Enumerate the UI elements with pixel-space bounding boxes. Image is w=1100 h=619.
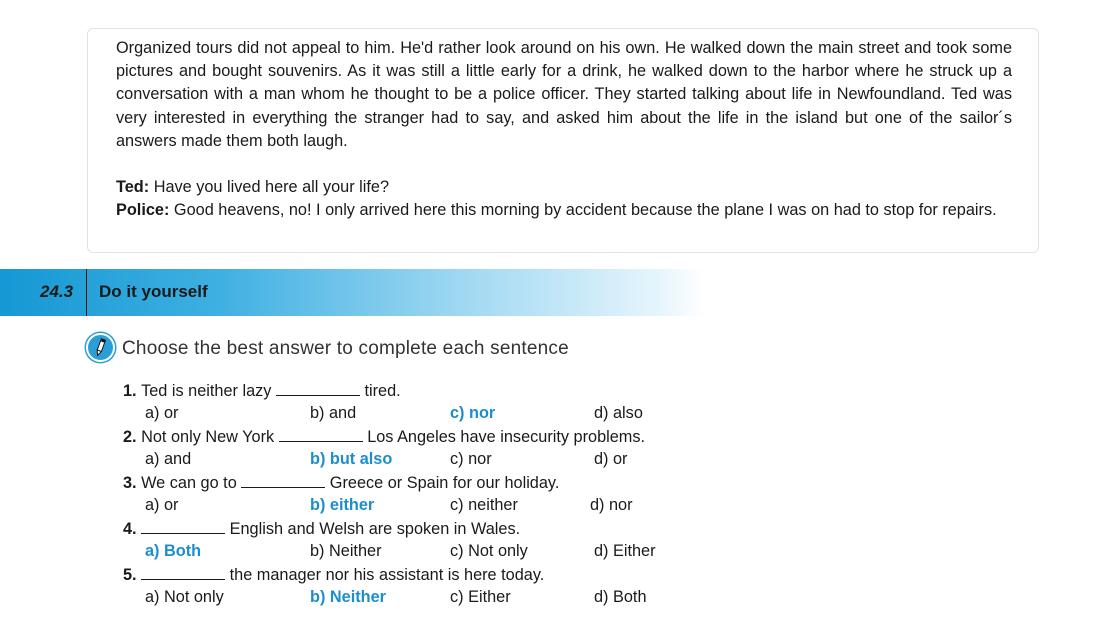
instruction-text: Choose the best answer to complete each sentence (122, 338, 569, 359)
question-text-before: Ted is neither lazy (141, 382, 276, 400)
answer-blank (279, 427, 363, 442)
section-title: Do it yourself (99, 282, 208, 301)
option-c: c) neither (450, 496, 518, 514)
question-number: 3. (123, 474, 142, 492)
option-b: b) but also (310, 450, 393, 468)
option-d: d) nor (590, 496, 633, 514)
option-a: a) and (145, 450, 192, 468)
option-a: a) Both (145, 542, 202, 560)
question-text-after: tired. (359, 382, 401, 400)
story-text (116, 37, 1012, 222)
speaker-police: Police: (116, 201, 170, 220)
question-3 (123, 473, 559, 493)
option-d: d) or (594, 450, 628, 468)
option-b: b) Neither (310, 588, 386, 606)
ted-line: Have you lived here all your life? (153, 178, 390, 197)
option-a: a) or (145, 404, 179, 422)
section-banner (0, 269, 1100, 316)
question-text-after: English and Welsh are spoken in Wales. (225, 520, 521, 538)
story-paragraph: Organized tours did not appeal to him. He'd rather look around on his own. He walked down the main street and took some pictures and bought souvenirs. As it was still a little early for a drink, he walked down to the harbor where he struck up a conversation with a man whom he thought to be a police officer. They started talking about life in Newfoundland. Ted was very interested in everything the stranger had to say, and asked him about the life in the island but one of the sailor´s answers made them both laugh. (116, 39, 1012, 150)
question-text-after: Los Angeles have insecurity problems. (362, 428, 646, 446)
answer-blank (276, 381, 360, 396)
option-c: c) Either (450, 588, 511, 606)
option-d: d) Both (594, 588, 647, 606)
option-c: c) nor (450, 404, 496, 422)
police-line: Good heavens, no! I only arrived here this morning by accident because the plane I was on had to stop for repairs. (173, 201, 997, 220)
question-number: 1. (123, 382, 142, 400)
answer-blank (141, 565, 225, 580)
option-c: c) Not only (450, 542, 528, 560)
option-d: d) also (594, 404, 643, 422)
option-c: c) nor (450, 450, 492, 468)
dialogue-line-ted (116, 176, 1012, 199)
option-b: b) Neither (310, 542, 382, 560)
option-d: d) Either (594, 542, 656, 560)
question-1 (123, 381, 401, 401)
question-number: 2. (123, 428, 142, 446)
section-divider (86, 269, 87, 316)
pencil-icon (86, 333, 115, 362)
question-number: 5. (123, 566, 142, 584)
option-a: a) Not only (145, 588, 224, 606)
question-text-after: the manager nor his assistant is here today. (225, 566, 545, 584)
question-text-before: Not only New York (141, 428, 279, 446)
question-text-before: We can go to (141, 474, 242, 492)
question-number: 4. (123, 520, 142, 538)
option-b: b) and (310, 404, 357, 422)
question-2 (123, 427, 645, 447)
question-5 (123, 565, 544, 585)
section-number: 24.3 (40, 282, 74, 301)
question-text-after: Greece or Spain for our holiday. (325, 474, 560, 492)
speaker-ted: Ted: (116, 178, 150, 197)
dialogue-line-police (116, 199, 1012, 222)
question-4 (123, 519, 520, 539)
option-a: a) or (145, 496, 179, 514)
answer-blank (141, 519, 225, 534)
option-b: b) either (310, 496, 375, 514)
answer-blank (241, 473, 325, 488)
